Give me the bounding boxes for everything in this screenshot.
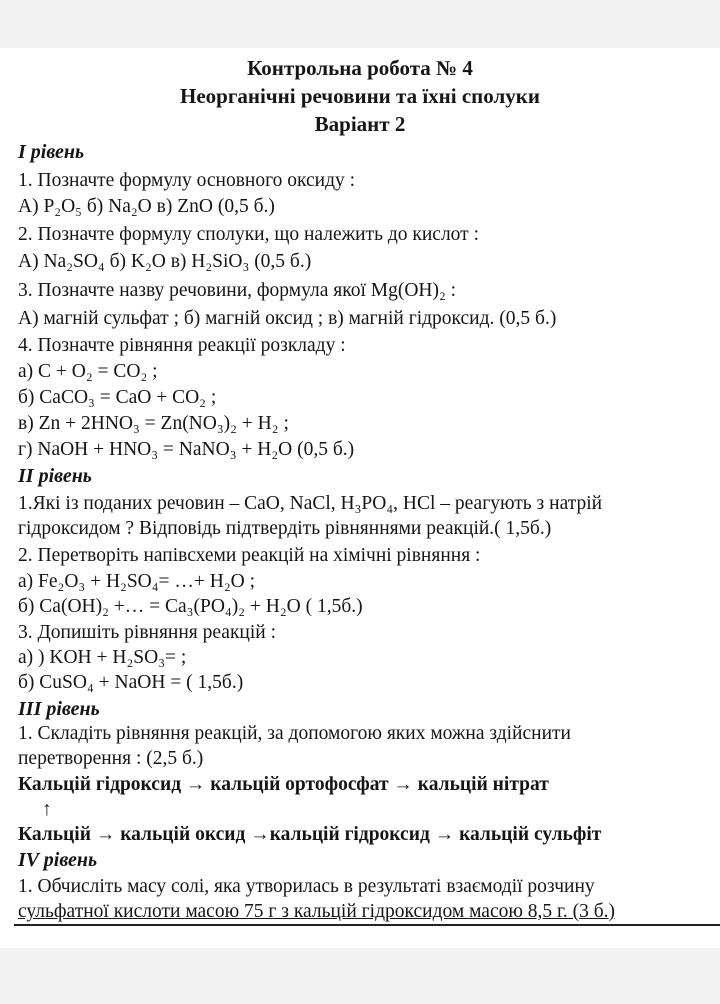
level1-question-1: 1. Позначте формулу основного оксиду : <box>18 170 356 191</box>
arrow-up-icon: ↑ <box>42 799 52 820</box>
level1-question-3: 3. Позначте назву речовини, формула якої Mg(OH)₂ : <box>18 280 457 301</box>
level3-question-1-line-1: 1. Складіть рівняння реакцій, за допомогою яких можна здійснити <box>18 723 571 744</box>
level1-question-4-option-b: б) CaCO₃ = CaO + CO₂ ; <box>18 387 217 408</box>
level1-question-4-option-a: а) C + O₂ = CO₂ ; <box>18 361 158 382</box>
level1-question-2: 2. Позначте формулу сполуки, що належить до кислот : <box>18 224 479 245</box>
transformation-chain-2: Кальцій → кальцій оксид →кальцій гідроксид → кальцій сульфіт <box>18 824 602 845</box>
level2-question-2: 2. Перетворіть напівсхеми реакцій на хімічні рівняння : <box>18 545 481 566</box>
level1-question-1-options: А) P₂O₅ б) Na₂O в) ZnO (0,5 б.) <box>18 196 275 217</box>
level4-question-1-line-2: сульфатної кислоти масою 75 г з кальцій гідроксидом масою 8,5 г. (3 б.) <box>18 901 615 922</box>
level4-question-1-line-1: 1. Обчисліть масу солі, яка утворилась в результаті взаємодії розчину <box>18 876 595 897</box>
level-1-heading: І рівень <box>18 141 85 163</box>
level2-question-1-line-1: 1.Які із поданих речовин – CaO, NaCl, H₃PO₄, HCl – реагують з натрій <box>18 493 603 514</box>
level-2-heading: ІІ рівень <box>18 465 92 487</box>
bottom-divider <box>14 924 720 926</box>
level2-question-3: 3. Допишіть рівняння реакцій : <box>18 622 276 643</box>
level-3-heading: ІІІ рівень <box>18 698 100 720</box>
level1-question-2-options: А) Na₂SO₄ б) K₂O в) H₂SiO₃ (0,5 б.) <box>18 251 312 272</box>
test-title: Контрольна робота № 4 <box>247 56 473 80</box>
level2-question-3-option-a: а) ) KOH + H₂SO₃= ; <box>18 647 187 668</box>
level-4-heading: IV рівень <box>18 849 98 871</box>
level2-question-1-line-2: гідроксидом ? Відповідь підтвердіть рівняннями реакцій.( 1,5б.) <box>18 518 552 539</box>
level2-question-3-option-b: б) CuSO₄ + NaOH = ( 1,5б.) <box>18 672 244 693</box>
level2-question-2-option-b: б) Ca(OH)₂ +… = Ca₃(PO₄)₂ + H₂O ( 1,5б.) <box>18 596 363 617</box>
variant-label: Варіант 2 <box>314 112 406 136</box>
level2-question-2-option-a: а) Fe₂O₃ + H₂SO₄= …+ H₂O ; <box>18 571 256 592</box>
level1-question-4-option-c: в) Zn + 2HNO₃ = Zn(NO₃)₂ + H₂ ; <box>18 413 289 434</box>
level3-question-1-line-2: перетворення : (2,5 б.) <box>18 748 204 769</box>
level1-question-4-option-d: г) NaOH + HNO₃ = NaNO₃ + H₂O (0,5 б.) <box>18 439 355 460</box>
transformation-chain-1: Кальцій гідроксид → кальцій ортофосфат → кальцій нітрат <box>18 774 549 795</box>
level1-question-4: 4. Позначте рівняння реакції розкладу : <box>18 335 346 356</box>
test-subtitle: Неорганічні речовини та їхні сполуки <box>180 84 540 108</box>
level1-question-3-options: А) магній сульфат ; б) магній оксид ; в) магній гідроксид. (0,5 б.) <box>18 308 557 329</box>
